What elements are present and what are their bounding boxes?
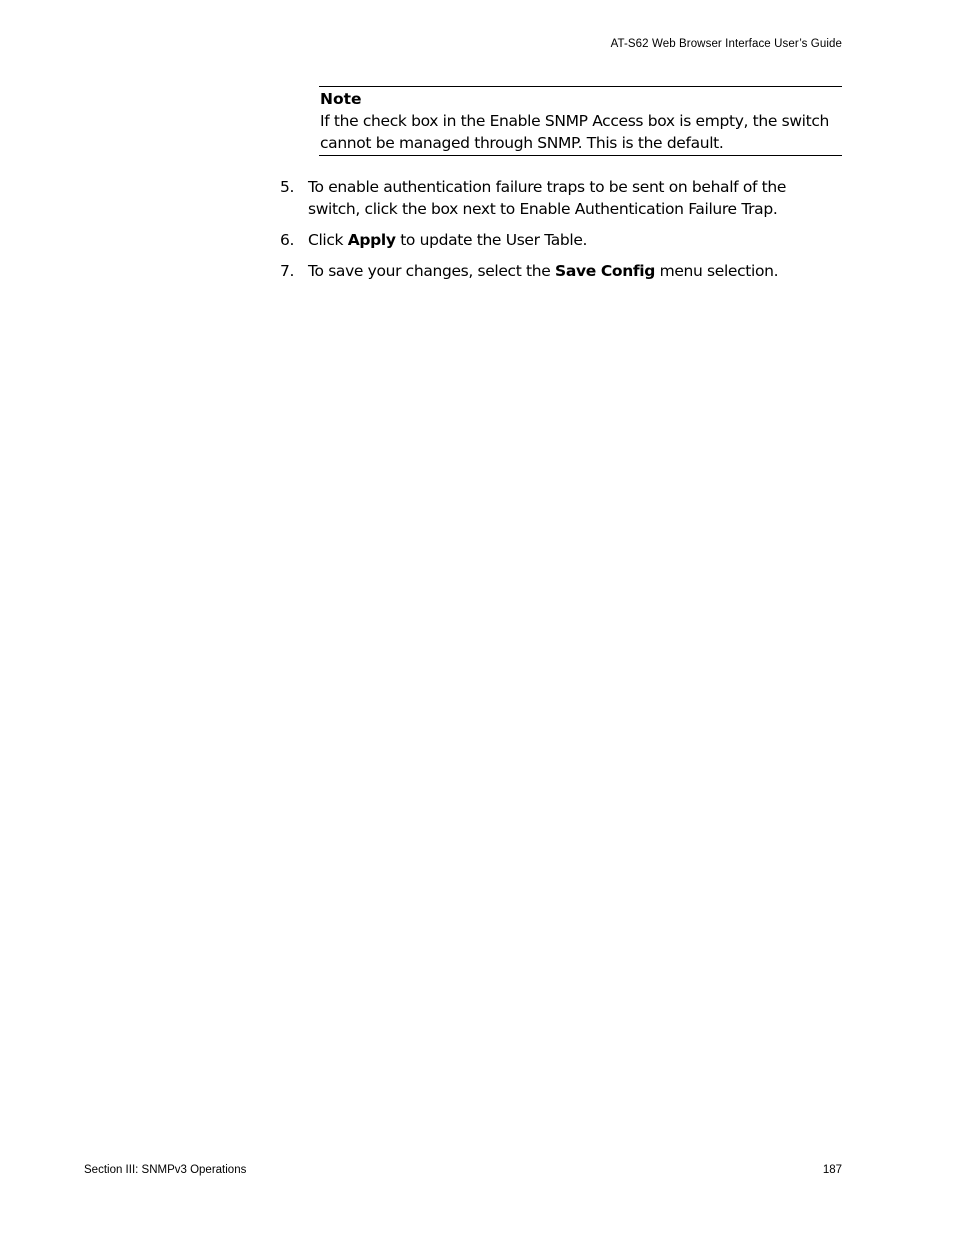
footer-page-number: 187 [822, 1164, 842, 1176]
step-number: 5. [280, 178, 295, 196]
note-box [319, 86, 842, 156]
step-text-suffix: menu selection. [655, 262, 779, 280]
step-text-line-2: switch, click the box next to Enable Authentication Failure Trap. [308, 200, 778, 218]
note-text-line-1: If the check box in the Enable SNMP Access box is empty, the switch [320, 112, 830, 130]
note-title: Note [320, 90, 362, 108]
step-number: 6. [280, 231, 295, 249]
step-5 [280, 176, 850, 220]
note-text-line-2: cannot be managed through SNMP. This is the default. [320, 134, 724, 152]
step-text-prefix: To save your changes, select the [308, 262, 556, 280]
step-6 [280, 229, 850, 251]
step-text-prefix: Click [308, 231, 348, 249]
step-bold-term: Save Config [555, 262, 656, 280]
step-text-suffix: to update the User Table. [395, 231, 588, 249]
step-number: 7. [280, 262, 295, 280]
step-text-line-1: To enable authentication failure traps to be sent on behalf of the [308, 178, 787, 196]
running-header: AT-S62 Web Browser Interface User’s Guide [610, 38, 842, 50]
footer-section-title: Section III: SNMPv3 Operations [84, 1164, 247, 1176]
step-7 [280, 260, 850, 282]
step-bold-term: Apply [347, 231, 396, 249]
note-text [320, 110, 842, 154]
procedure-steps [280, 176, 850, 291]
